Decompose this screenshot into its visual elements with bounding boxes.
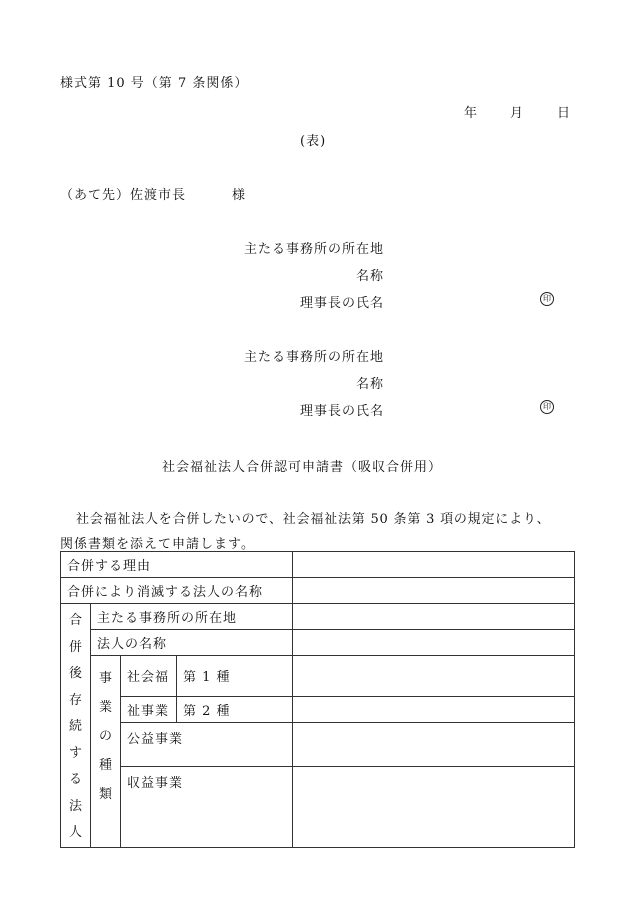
- dissolved-corp-field[interactable]: [293, 578, 575, 604]
- applicant1-address-label: 主たる事務所の所在地: [243, 242, 384, 257]
- table-row: [61, 656, 575, 697]
- reason-label: 合併する理由: [61, 552, 293, 578]
- date-day: 日: [557, 106, 572, 121]
- class1-field[interactable]: [293, 656, 575, 697]
- office-field[interactable]: [293, 604, 575, 630]
- front-label: (表): [300, 134, 327, 149]
- table-row: [61, 630, 575, 656]
- addressee-prefix: （あて先）佐渡市長: [60, 188, 187, 203]
- table-row: [61, 578, 575, 604]
- applicant2-address-label: 主たる事務所の所在地: [243, 350, 384, 365]
- office-label: 主たる事務所の所在地: [91, 604, 293, 630]
- date-year: 年: [464, 106, 479, 121]
- form-number: 様式第 10 号（第 7 条関係）: [60, 76, 249, 91]
- class2-label: 第 2 種: [177, 696, 293, 722]
- class1-label: 第 1 種: [177, 656, 293, 697]
- applicant2-name-label: 名称: [355, 377, 384, 392]
- applicant2-chair-label: 理事長の氏名: [299, 404, 384, 419]
- seal-icon: 印: [540, 400, 554, 414]
- addressee-honorific: 様: [232, 188, 247, 203]
- table-row: [61, 696, 575, 722]
- welfare-label-1: 社会福: [121, 656, 177, 697]
- seal-icon: 印: [540, 292, 554, 306]
- applicant1-name-label: 名称: [355, 269, 384, 284]
- corp-name-label: 法人の名称: [91, 630, 293, 656]
- applicant1-chair-label: 理事長の氏名: [299, 296, 384, 311]
- surviving-corp-label: 合併後存続する法人: [61, 604, 91, 848]
- date-month: 月: [510, 106, 525, 121]
- welfare-label-2: 祉事業: [121, 696, 177, 722]
- table-row: [61, 766, 575, 847]
- dissolved-corp-label: 合併により消滅する法人の名称: [61, 578, 293, 604]
- profit-business-field[interactable]: [293, 766, 575, 847]
- body-line-2: 関係書類を添えて申請します。: [60, 537, 255, 552]
- table-row: [61, 604, 575, 630]
- table-row: [61, 722, 575, 766]
- business-type-label: 事業の種類: [91, 656, 121, 848]
- document-title: 社会福祉法人合併認可申請書（吸収合併用）: [162, 460, 443, 475]
- public-business-field[interactable]: [293, 722, 575, 766]
- body-line-1: 社会福祉法人を合併したいので、社会福祉法第 50 条第 3 項の規定により、: [76, 512, 551, 527]
- class2-field[interactable]: [293, 696, 575, 722]
- reason-field[interactable]: [293, 552, 575, 578]
- profit-business-label: 収益事業: [121, 766, 293, 847]
- application-table: [60, 551, 575, 848]
- corp-name-field[interactable]: [293, 630, 575, 656]
- public-business-label: 公益事業: [121, 722, 293, 766]
- table-row: [61, 552, 575, 578]
